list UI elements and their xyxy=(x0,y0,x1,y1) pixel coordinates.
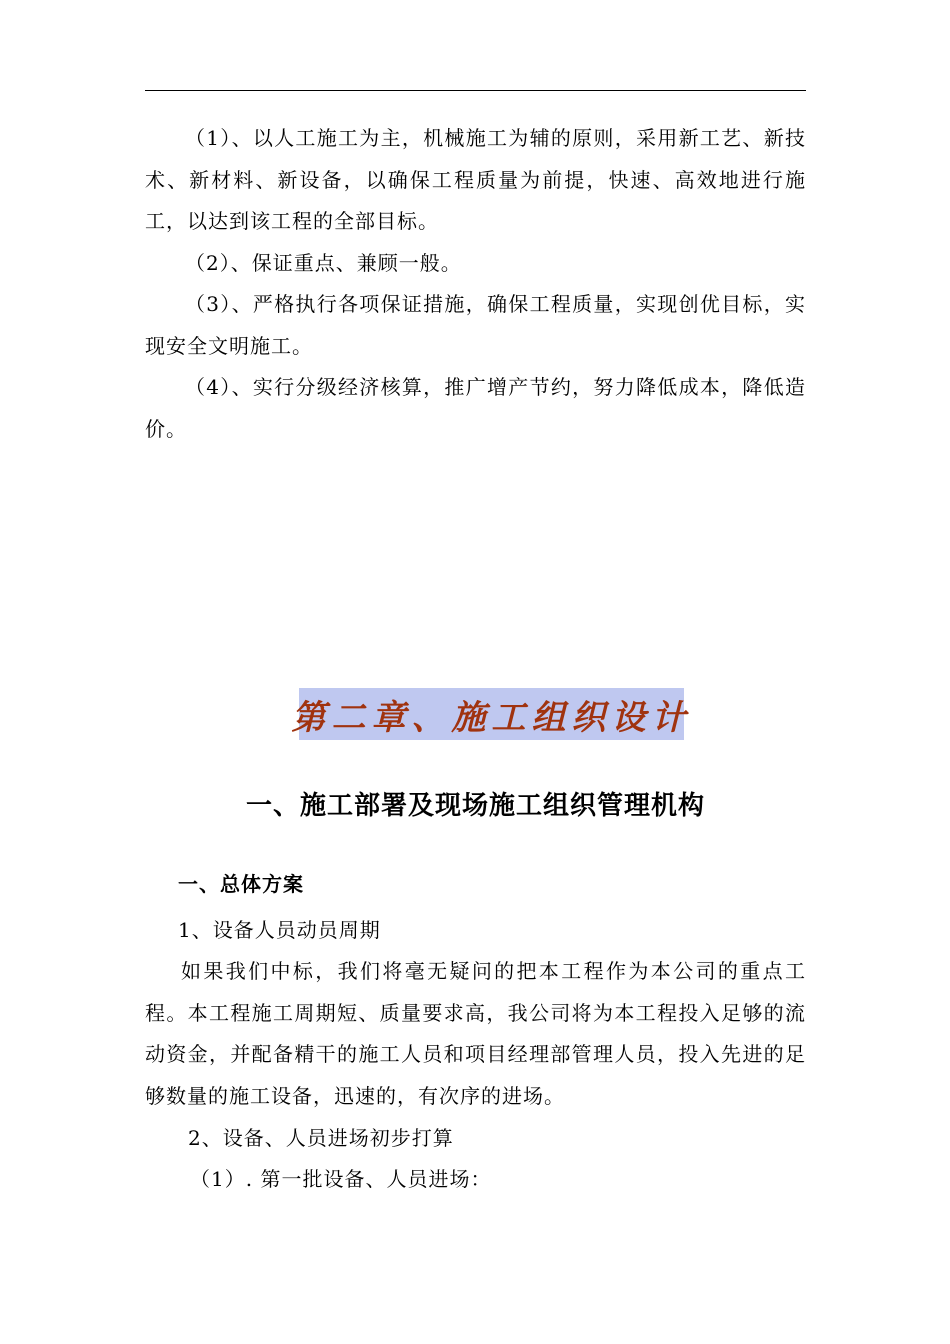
chapter-title-banner xyxy=(291,688,692,740)
item1-block xyxy=(145,951,806,1117)
chapter-title: 第二章、施工组织设计 xyxy=(291,697,692,738)
header-rule xyxy=(145,90,806,91)
principle-paragraph-3: （3）、严格执行各项保证措施，确保工程质量，实现创优目标，实现安全文明施工。 xyxy=(145,292,806,358)
item2-subitem: （1）. 第一批设备、人员进场： xyxy=(190,1167,492,1191)
subsection-title: 一、总体方案 xyxy=(178,872,304,896)
section-title: 一、施工部署及现场施工组织管理机构 xyxy=(245,791,705,821)
item1-heading: 1、设备人员动员周期 xyxy=(178,918,381,942)
item1-paragraph: 如果我们中标，我们将毫无疑问的把本工程作为本公司的重点工程。本工程施工周期短、质量要求高，我公司将为本工程投入足够的流动资金，并配备精干的施工人员和项目经理部管理人员，投入先进的足够数量的施工设备，迅速的，有次序的进场。 xyxy=(145,959,806,1108)
principle-paragraph-4: （4）、实行分级经济核算，推广增产节约，努力降低成本，降低造价。 xyxy=(145,375,806,441)
item2-heading: 2、设备、人员进场初步打算 xyxy=(188,1126,454,1150)
principle-paragraph-1: （1）、以人工施工为主，机械施工为辅的原则，采用新工艺、新技术、新材料、新设备，以确保工程质量为前提，快速、高效地进行施工，以达到该工程的全部目标。 xyxy=(145,126,806,233)
principle-paragraph-2: （2）、保证重点、兼顾一般。 xyxy=(185,250,462,275)
intro-block xyxy=(145,118,806,450)
